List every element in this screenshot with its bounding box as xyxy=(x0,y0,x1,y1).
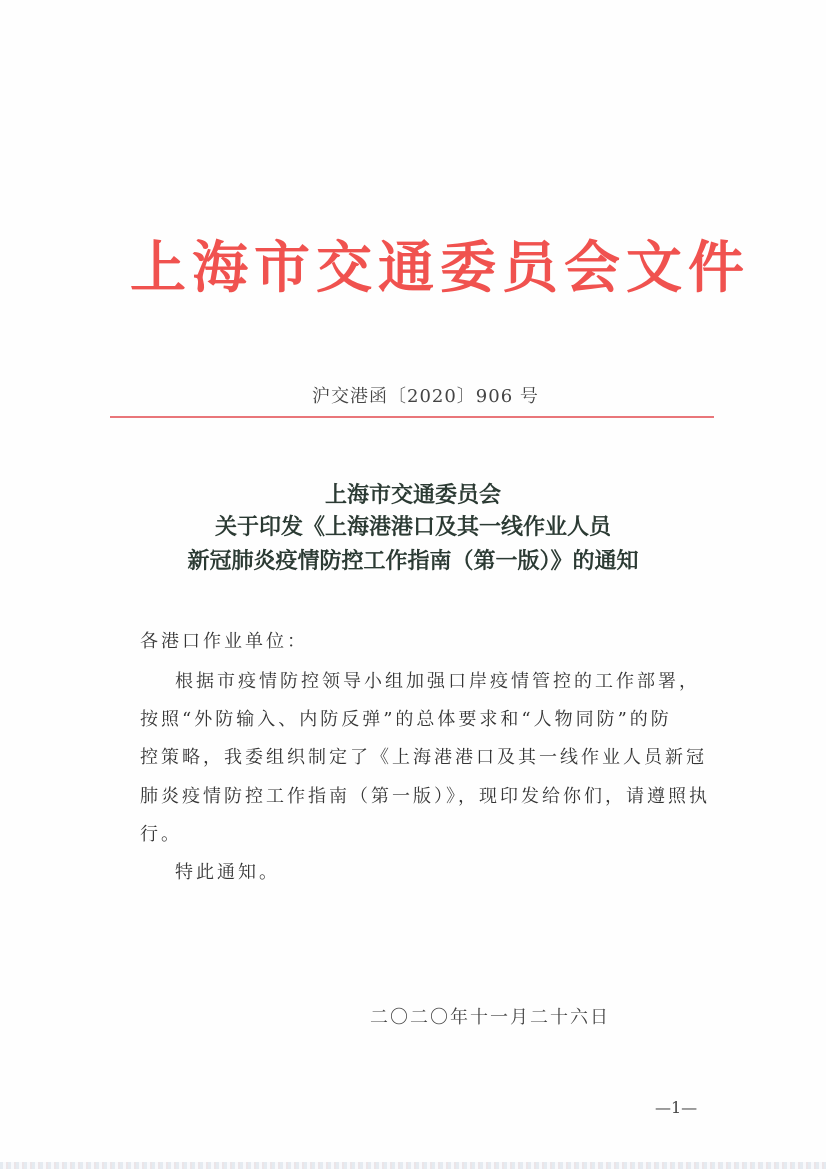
issue-date: 二〇二〇年十一月二十六日 xyxy=(370,1007,610,1028)
document-number: 沪交港函〔2020〕906 号 xyxy=(312,386,539,407)
scan-edge-artifact xyxy=(0,1162,826,1169)
body-line: 根据市疫情防控领导小组加强口岸疫情管控的工作部署， xyxy=(175,671,700,692)
body-line: 行。 xyxy=(140,824,182,845)
body-line: 控策略，我委组织制定了《上海港港口及其一线作业人员新冠 xyxy=(140,747,707,768)
notice-title-line-1: 上海市交通委员会 xyxy=(324,483,501,508)
body-line: 按照“外防输入、内防反弹”的总体要求和“人物同防”的防 xyxy=(140,709,672,730)
salutation: 各港口作业单位： xyxy=(140,631,308,652)
notice-title-line-3: 新冠肺炎疫情防控工作指南（第一版）》的通知 xyxy=(187,549,639,574)
red-separator-line xyxy=(110,416,714,418)
closing-remark: 特此通知。 xyxy=(175,862,280,883)
body-line: 肺炎疫情防控工作指南（第一版）》，现印发给你们，请遵照执 xyxy=(140,786,710,807)
page-number: —1— xyxy=(655,1098,698,1117)
masthead-title: 上海市交通委员会文件 xyxy=(130,235,750,301)
notice-title-line-2: 关于印发《上海港港口及其一线作业人员 xyxy=(214,515,611,540)
